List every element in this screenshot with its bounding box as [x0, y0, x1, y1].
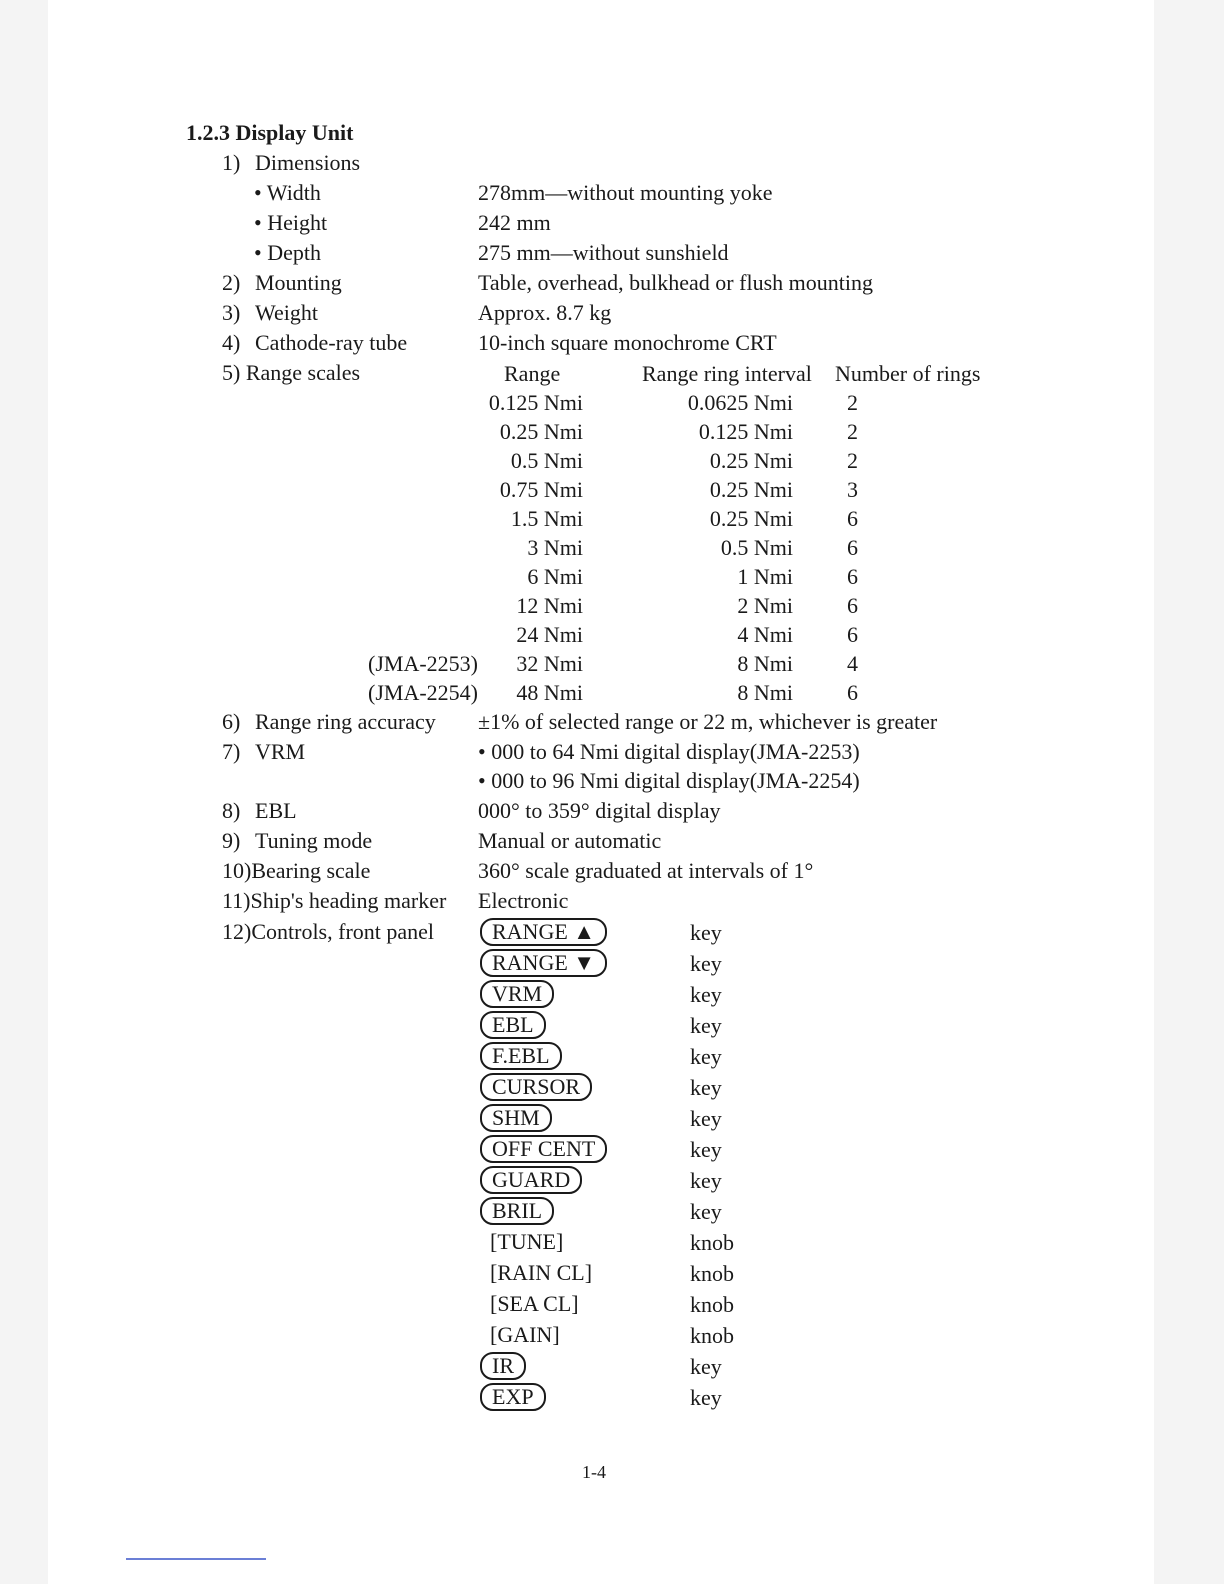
footer-rule — [126, 1558, 266, 1560]
control-knob-label: [SEA CL] — [490, 1291, 579, 1316]
table-cell-rings: 4 — [847, 651, 858, 676]
table-cell-interval: 0.25 Nmi — [709, 448, 793, 473]
table-cell-rings: 3 — [847, 477, 858, 502]
control-type: key — [690, 1354, 722, 1379]
item-label-mounting: Mounting — [255, 270, 342, 295]
item-number: 1) — [222, 150, 241, 175]
control-type: key — [690, 982, 722, 1007]
table-header-range: Range — [504, 361, 561, 386]
item-value-ebl: 000° to 359° digital display — [478, 798, 721, 823]
table-cell-interval: 0.25 Nmi — [709, 506, 793, 531]
item-number: 6) — [222, 709, 241, 734]
table-cell-model: (JMA-2253) — [368, 651, 478, 676]
control-type: knob — [690, 1230, 734, 1255]
control-type: key — [690, 1385, 722, 1410]
table-cell-range: 0.75 Nmi — [499, 477, 583, 502]
item-value-accuracy: ±1% of selected range or 22 m, whichever is greater — [478, 709, 938, 734]
item-label-height: • Height — [254, 210, 328, 235]
control-key-label: IR — [480, 1352, 526, 1380]
control-key-label: CURSOR — [480, 1073, 592, 1101]
item-number: 7) — [222, 739, 241, 764]
item-value-heading: Electronic — [478, 888, 569, 913]
item-label-bearing: 10)Bearing scale — [222, 858, 371, 883]
item-label-range-scales: 5) Range scales — [222, 360, 361, 385]
item-label-dimensions: Dimensions — [255, 150, 361, 175]
item-label-weight: Weight — [255, 300, 318, 325]
item-label-controls: 12)Controls, front panel — [222, 919, 435, 944]
control-type: key — [690, 1137, 722, 1162]
table-cell-range: 32 Nmi — [516, 651, 583, 676]
table-cell-rings: 6 — [847, 535, 858, 560]
control-key-label: EBL — [480, 1011, 546, 1039]
control-key-label: EXP — [480, 1383, 546, 1411]
item-label-ebl: EBL — [255, 798, 297, 823]
control-knob-label: [RAIN CL] — [490, 1260, 593, 1285]
table-cell-rings: 2 — [847, 448, 858, 473]
table-cell-range: 12 Nmi — [516, 593, 583, 618]
control-type: knob — [690, 1323, 734, 1348]
table-cell-rings: 2 — [847, 390, 858, 415]
control-key-label: VRM — [480, 980, 554, 1008]
item-value-vrm-1: • 000 to 64 Nmi digital display(JMA-2253) — [478, 739, 860, 764]
table-cell-range: 3 Nmi — [527, 535, 583, 560]
page-number: 1-4 — [582, 1462, 606, 1482]
control-type: knob — [690, 1292, 734, 1317]
table-header-interval: Range ring interval — [642, 361, 812, 386]
table-cell-interval: 0.0625 Nmi — [687, 390, 793, 415]
table-cell-interval: 8 Nmi — [737, 651, 793, 676]
control-type: key — [690, 1075, 722, 1100]
table-header-rings: Number of rings — [835, 361, 981, 386]
control-type: key — [690, 1168, 722, 1193]
item-value-vrm-2: • 000 to 96 Nmi digital display(JMA-2254) — [478, 768, 860, 793]
table-cell-range: 24 Nmi — [516, 622, 583, 647]
item-value-tuning: Manual or automatic — [478, 828, 662, 853]
table-cell-interval: 0.5 Nmi — [720, 535, 793, 560]
table-cell-range: 6 Nmi — [527, 564, 583, 589]
item-label-width: • Width — [254, 180, 321, 205]
table-cell-interval: 0.25 Nmi — [709, 477, 793, 502]
control-key-label: F.EBL — [480, 1042, 562, 1070]
table-cell-rings: 6 — [847, 680, 858, 705]
control-key-label: GUARD — [480, 1166, 582, 1194]
table-cell-interval: 2 Nmi — [737, 593, 793, 618]
control-type: key — [690, 951, 722, 976]
control-key-label: BRIL — [480, 1197, 554, 1225]
control-type: key — [690, 920, 722, 945]
item-label-accuracy: Range ring accuracy — [255, 709, 436, 734]
table-cell-interval: 1 Nmi — [737, 564, 793, 589]
item-value-crt: 10-inch square monochrome CRT — [478, 330, 777, 355]
table-cell-rings: 6 — [847, 593, 858, 618]
section-title: 1.2.3 Display Unit — [186, 120, 354, 145]
control-key-label: SHM — [480, 1104, 552, 1132]
table-cell-interval: 0.125 Nmi — [698, 419, 793, 444]
control-key-label: OFF CENT — [480, 1135, 607, 1163]
table-cell-range: 0.25 Nmi — [499, 419, 583, 444]
item-label-vrm: VRM — [255, 739, 306, 764]
item-label-tuning: Tuning mode — [255, 828, 373, 853]
table-cell-rings: 6 — [847, 506, 858, 531]
item-value-depth: 275 mm—without sunshield — [478, 240, 729, 265]
table-cell-rings: 6 — [847, 622, 858, 647]
item-value-bearing: 360° scale graduated at intervals of 1° — [478, 858, 814, 883]
table-cell-interval: 4 Nmi — [737, 622, 793, 647]
item-value-height: 242 mm — [478, 210, 551, 235]
table-cell-rings: 2 — [847, 419, 858, 444]
table-cell-range: 1.5 Nmi — [510, 506, 583, 531]
item-value-weight: Approx. 8.7 kg — [478, 300, 612, 325]
item-number: 2) — [222, 270, 241, 295]
control-type: key — [690, 1044, 722, 1069]
control-type: knob — [690, 1261, 734, 1286]
item-label-depth: • Depth — [254, 240, 321, 265]
item-label-heading: 11)Ship's heading marker — [222, 888, 447, 913]
table-cell-rings: 6 — [847, 564, 858, 589]
table-cell-interval: 8 Nmi — [737, 680, 793, 705]
item-number: 8) — [222, 798, 241, 823]
item-number: 4) — [222, 330, 241, 355]
item-value-width: 278mm—without mounting yoke — [478, 180, 773, 205]
control-key-label: RANGE ▼ — [480, 949, 607, 977]
item-number: 9) — [222, 828, 241, 853]
control-knob-label: [GAIN] — [490, 1322, 560, 1347]
control-type: key — [690, 1106, 722, 1131]
control-type: key — [690, 1013, 722, 1038]
table-cell-range: 0.5 Nmi — [510, 448, 583, 473]
control-type: key — [690, 1199, 722, 1224]
table-cell-model: (JMA-2254) — [368, 680, 478, 705]
item-value-mounting: Table, overhead, bulkhead or flush mounting — [478, 270, 873, 295]
item-label-crt: Cathode-ray tube — [255, 330, 408, 355]
control-knob-label: [TUNE] — [490, 1229, 564, 1254]
table-cell-range: 0.125 Nmi — [488, 390, 583, 415]
control-key-label: RANGE ▲ — [480, 918, 607, 946]
table-cell-range: 48 Nmi — [516, 680, 583, 705]
item-number: 3) — [222, 300, 241, 325]
